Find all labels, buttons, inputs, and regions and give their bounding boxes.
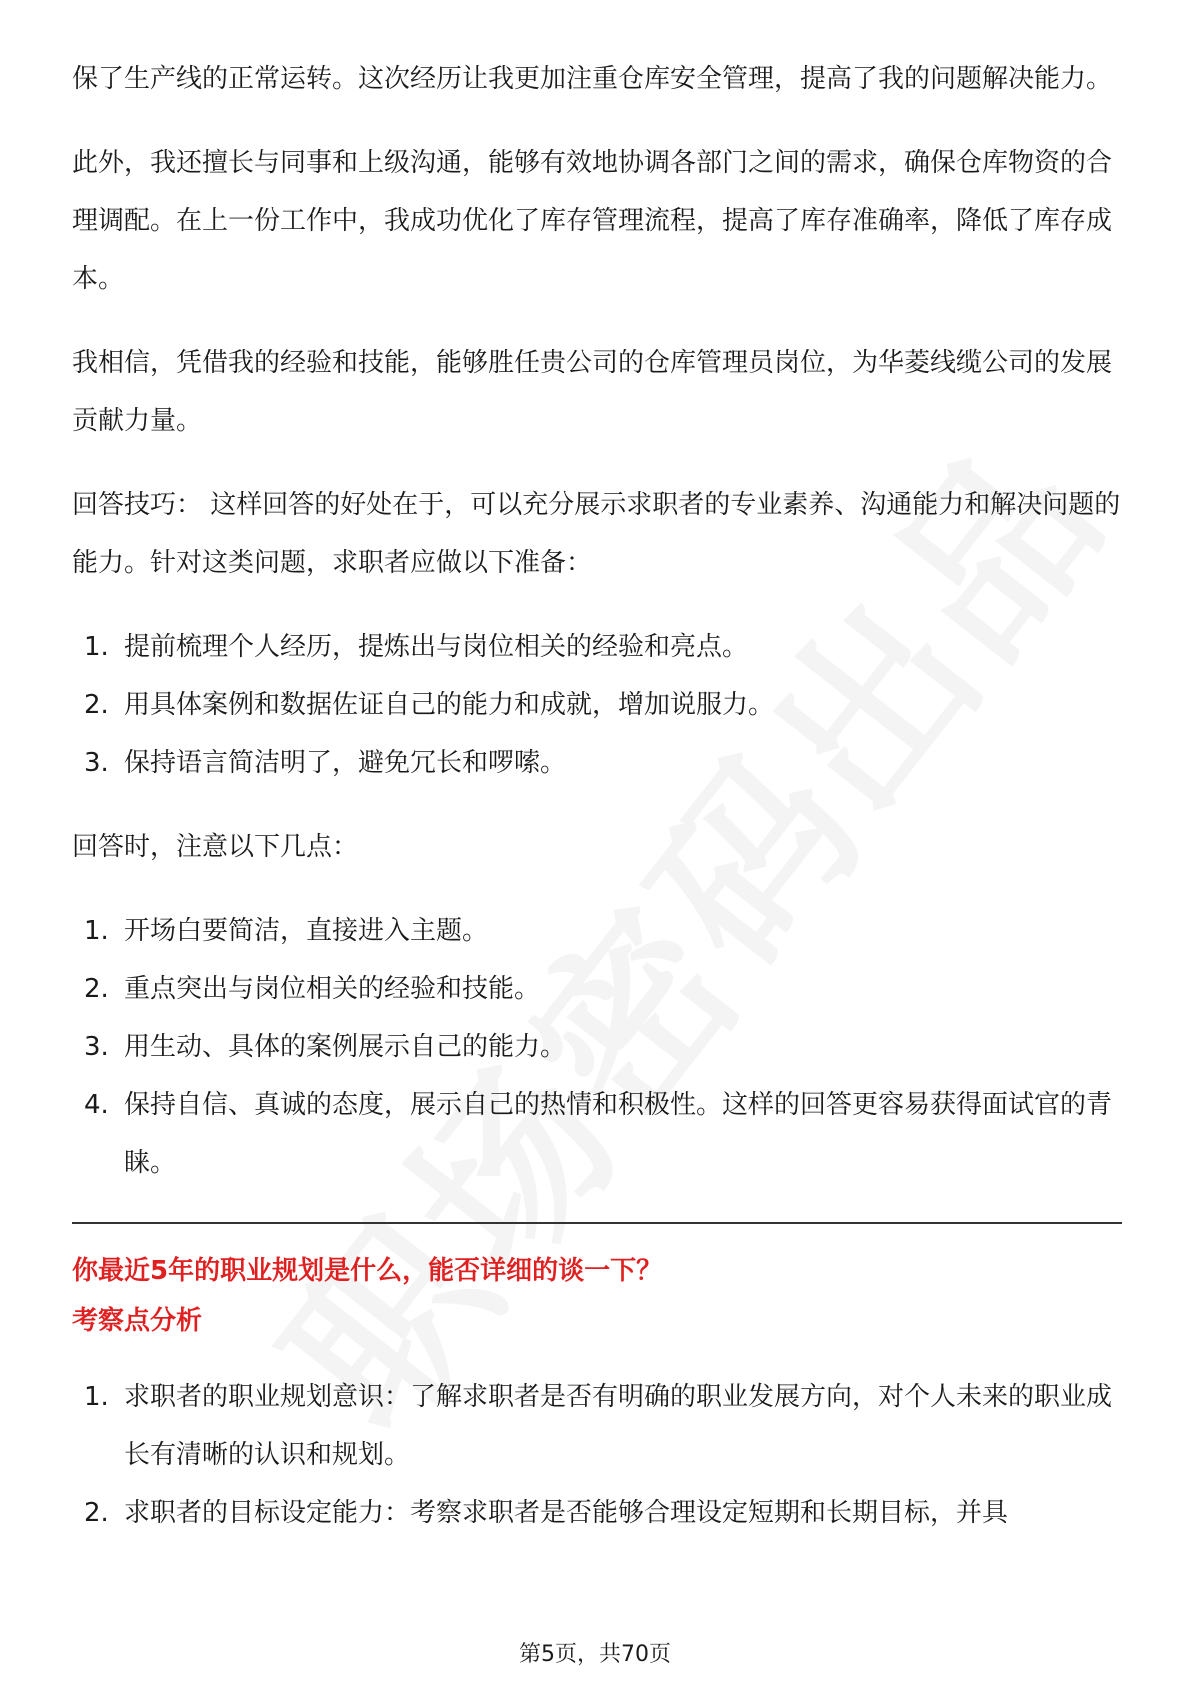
list-number: 3. [84,748,109,778]
list-item [72,1018,1122,1076]
analysis-heading: 考察点分析 [72,1306,203,1336]
list-number: 1. [84,1382,109,1412]
list-item-text: 保持语言简洁明了，避免冗长和啰嗦。 [124,748,567,778]
preparation-list [72,618,1122,792]
list-item-text: 求职者的职业规划意识：了解求职者是否有明确的职业发展方向，对个人未来的职业成长有清晰的认识和规划。 [124,1382,1113,1470]
answer-tips-paragraph: 回答技巧： 这样回答的好处在于，可以充分展示求职者的专业素养、沟通能力和解决问题的能力。针对这类问题，求职者应做以下准备： [72,490,1121,578]
list-item [72,902,1122,960]
paragraph: 我相信，凭借我的经验和技能，能够胜任贵公司的仓库管理员岗位，为华菱线缆公司的发展贡献力量。 [72,348,1113,436]
list-item [72,1368,1122,1484]
question-title: 你最近5年的职业规划是什么，能否详细的谈一下？ [72,1256,663,1286]
list-item-text: 用具体案例和数据佐证自己的能力和成就，增加说服力。 [124,690,775,720]
analysis-points-list [72,1368,1122,1542]
list-number: 2. [84,974,109,1004]
list-item [72,676,1122,734]
list-number: 2. [84,1498,109,1528]
document-page [72,50,1122,1568]
list-number: 2. [84,690,109,720]
list-item-text: 重点突出与岗位相关的经验和技能。 [124,974,541,1004]
list-item-text: 用生动、具体的案例展示自己的能力。 [124,1032,567,1062]
paragraph: 保了生产线的正常运转。这次经历让我更加注重仓库安全管理，提高了我的问题解决能力。 [72,64,1113,94]
list-number: 1. [84,916,109,946]
paragraph: 此外，我还擅长与同事和上级沟通，能够有效地协调各部门之间的需求，确保仓库物资的合理调配。在上一份工作中，我成功优化了库存管理流程，提高了库存准确率，降低了库存成本。 [72,148,1113,294]
list-item [72,1076,1122,1192]
list-item [72,1484,1122,1542]
list-item [72,734,1122,792]
list-item [72,960,1122,1018]
page-footer: 第5页，共70页 [519,1642,671,1667]
notes-intro: 回答时，注意以下几点： [72,832,359,862]
list-number: 3. [84,1032,109,1062]
list-number: 4. [84,1090,109,1120]
list-item-text: 开场白要简洁，直接进入主题。 [124,916,489,946]
list-item-text: 提前梳理个人经历，提炼出与岗位相关的经验和亮点。 [124,632,749,662]
list-item [72,618,1122,676]
notes-list [72,902,1122,1192]
list-number: 1. [84,632,109,662]
list-item-text: 保持自信、真诚的态度，展示自己的热情和积极性。这样的回答更容易获得面试官的青睐。 [124,1090,1113,1178]
list-item-text: 求职者的目标设定能力：考察求职者是否能够合理设定短期和长期目标，并具 [124,1498,1009,1528]
section-divider [72,1222,1122,1224]
